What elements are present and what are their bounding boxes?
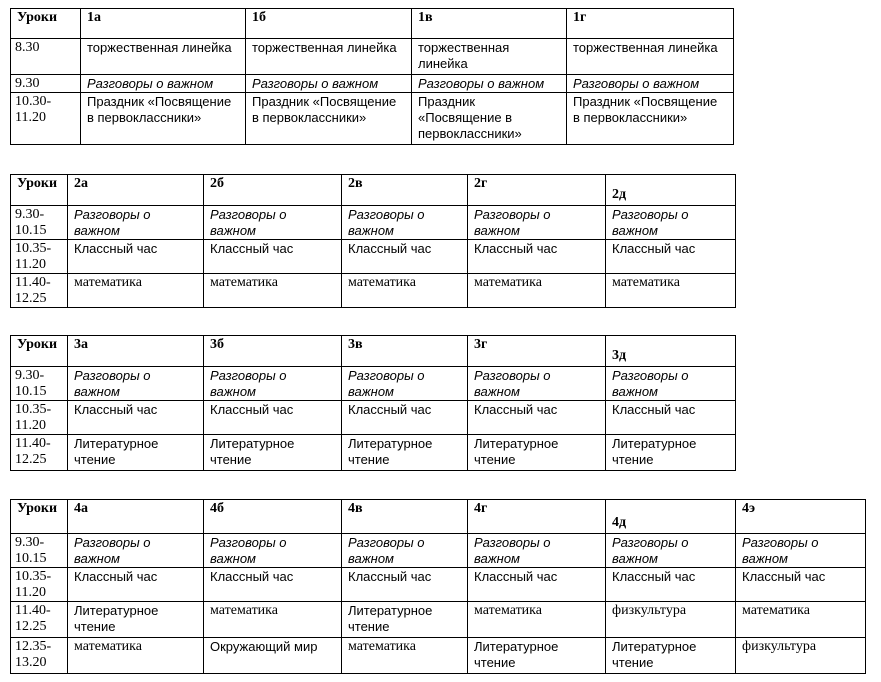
lesson-cell: Классный час [468, 401, 606, 435]
lesson-cell: Разговоры о важном [81, 75, 246, 93]
lesson-cell: Разговоры о важном [246, 75, 412, 93]
lesson-cell: Разговоры о важном [468, 534, 606, 568]
lesson-cell: Литературное чтение [468, 435, 606, 471]
lesson-cell: Классный час [342, 568, 468, 602]
header-lessons: Уроки [11, 9, 81, 39]
header-class: 4э [736, 500, 866, 534]
lesson-cell: торжественная линейка [412, 39, 567, 75]
table-row [11, 602, 866, 638]
header-class: 2д [606, 175, 736, 206]
header-class: 4б [204, 500, 342, 534]
lesson-cell: Разговоры о важном [204, 206, 342, 240]
time-cell: 11.40-12.25 [11, 602, 68, 638]
lesson-cell: Разговоры о важном [204, 367, 342, 401]
lesson-cell: Разговоры о важном [736, 534, 866, 568]
lesson-cell: математика [468, 602, 606, 638]
lesson-cell: Праздник «Посвящение в первоклассники» [246, 93, 412, 145]
lesson-cell: Классный час [606, 240, 736, 274]
table-row [11, 435, 736, 471]
lesson-cell: Разговоры о важном [468, 206, 606, 240]
lesson-cell: Литературное чтение [68, 602, 204, 638]
lesson-cell: Разговоры о важном [68, 367, 204, 401]
time-cell: 9.30-10.15 [11, 206, 68, 240]
lesson-cell: Разговоры о важном [68, 206, 204, 240]
lesson-cell: Разговоры о важном [606, 206, 736, 240]
lesson-cell: Классный час [736, 568, 866, 602]
lesson-cell: Разговоры о важном [606, 367, 736, 401]
lesson-cell: математика [68, 638, 204, 674]
header-class: 3д [606, 336, 736, 367]
table-header-row [11, 9, 734, 39]
header-class: 4г [468, 500, 606, 534]
table-row [11, 93, 734, 145]
header-class: 1б [246, 9, 412, 39]
time-cell: 12.35-13.20 [11, 638, 68, 674]
lesson-cell: Классный час [468, 568, 606, 602]
table-row [11, 240, 736, 274]
header-class: 3а [68, 336, 204, 367]
header-lessons: Уроки [11, 500, 68, 534]
header-class: 1в [412, 9, 567, 39]
time-cell: 10.30-11.20 [11, 93, 81, 145]
header-class: 3г [468, 336, 606, 367]
header-class: 4д [606, 500, 736, 534]
lesson-cell: Литературное чтение [468, 638, 606, 674]
lesson-cell: математика [736, 602, 866, 638]
table-row [11, 367, 736, 401]
time-cell: 10.35-11.20 [11, 568, 68, 602]
header-class: 4а [68, 500, 204, 534]
header-lessons: Уроки [11, 336, 68, 367]
lesson-cell: Праздник «Посвящение в первоклассники» [412, 93, 567, 145]
table-row [11, 638, 866, 674]
lesson-cell: Разговоры о важном [412, 75, 567, 93]
time-cell: 10.35-11.20 [11, 401, 68, 435]
header-class: 4в [342, 500, 468, 534]
time-cell: 8.30 [11, 39, 81, 75]
lesson-cell: математика [342, 638, 468, 674]
header-class: 2г [468, 175, 606, 206]
lesson-cell: математика [204, 274, 342, 308]
schedule-table-grade-1 [10, 8, 734, 145]
lesson-cell: Литературное чтение [204, 435, 342, 471]
time-cell: 11.40-12.25 [11, 274, 68, 308]
lesson-cell: Классный час [204, 568, 342, 602]
time-cell: 10.35-11.20 [11, 240, 68, 274]
schedule-table-grade-2 [10, 174, 736, 308]
lesson-cell: Литературное чтение [342, 435, 468, 471]
lesson-cell: физкультура [736, 638, 866, 674]
header-class: 3б [204, 336, 342, 367]
lesson-cell: математика [342, 274, 468, 308]
schedule-table-grade-4 [10, 499, 866, 674]
table-row [11, 401, 736, 435]
schedule-table-grade-3 [10, 335, 736, 471]
lesson-cell: Классный час [606, 568, 736, 602]
table-row [11, 568, 866, 602]
lesson-cell: Литературное чтение [68, 435, 204, 471]
lesson-cell: Литературное чтение [606, 435, 736, 471]
table-row [11, 75, 734, 93]
time-cell: 9.30-10.15 [11, 367, 68, 401]
lesson-cell: Разговоры о важном [342, 367, 468, 401]
lesson-cell: Разговоры о важном [342, 206, 468, 240]
lesson-cell: Разговоры о важном [567, 75, 734, 93]
table-row [11, 39, 734, 75]
table-row [11, 534, 866, 568]
lesson-cell: физкультура [606, 602, 736, 638]
lesson-cell: Классный час [68, 401, 204, 435]
header-lessons: Уроки [11, 175, 68, 206]
header-class: 2а [68, 175, 204, 206]
lesson-cell: Классный час [204, 240, 342, 274]
table-header-row [11, 500, 866, 534]
lesson-cell: Классный час [68, 568, 204, 602]
time-cell: 11.40-12.25 [11, 435, 68, 471]
lesson-cell: математика [204, 602, 342, 638]
lesson-cell: Разговоры о важном [204, 534, 342, 568]
lesson-cell: Разговоры о важном [342, 534, 468, 568]
lesson-cell: торжественная линейка [246, 39, 412, 75]
lesson-cell: Классный час [204, 401, 342, 435]
time-cell: 9.30 [11, 75, 81, 93]
lesson-cell: Разговоры о важном [468, 367, 606, 401]
lesson-cell: Классный час [606, 401, 736, 435]
table-row [11, 206, 736, 240]
header-class: 2в [342, 175, 468, 206]
lesson-cell: Классный час [468, 240, 606, 274]
lesson-cell: математика [606, 274, 736, 308]
lesson-cell: Разговоры о важном [68, 534, 204, 568]
table-row [11, 274, 736, 308]
lesson-cell: торжественная линейка [567, 39, 734, 75]
lesson-cell: Классный час [342, 240, 468, 274]
lesson-cell: Окружающий мир [204, 638, 342, 674]
header-class: 3в [342, 336, 468, 367]
lesson-cell: Праздник «Посвящение в первоклассники» [567, 93, 734, 145]
header-class: 1а [81, 9, 246, 39]
table-header-row [11, 336, 736, 367]
lesson-cell: Классный час [68, 240, 204, 274]
header-class: 2б [204, 175, 342, 206]
lesson-cell: математика [468, 274, 606, 308]
table-header-row [11, 175, 736, 206]
lesson-cell: Разговоры о важном [606, 534, 736, 568]
header-class: 1г [567, 9, 734, 39]
lesson-cell: Классный час [342, 401, 468, 435]
lesson-cell: Литературное чтение [606, 638, 736, 674]
time-cell: 9.30-10.15 [11, 534, 68, 568]
lesson-cell: торжественная линейка [81, 39, 246, 75]
lesson-cell: Праздник «Посвящение в первоклассники» [81, 93, 246, 145]
lesson-cell: Литературное чтение [342, 602, 468, 638]
lesson-cell: математика [68, 274, 204, 308]
